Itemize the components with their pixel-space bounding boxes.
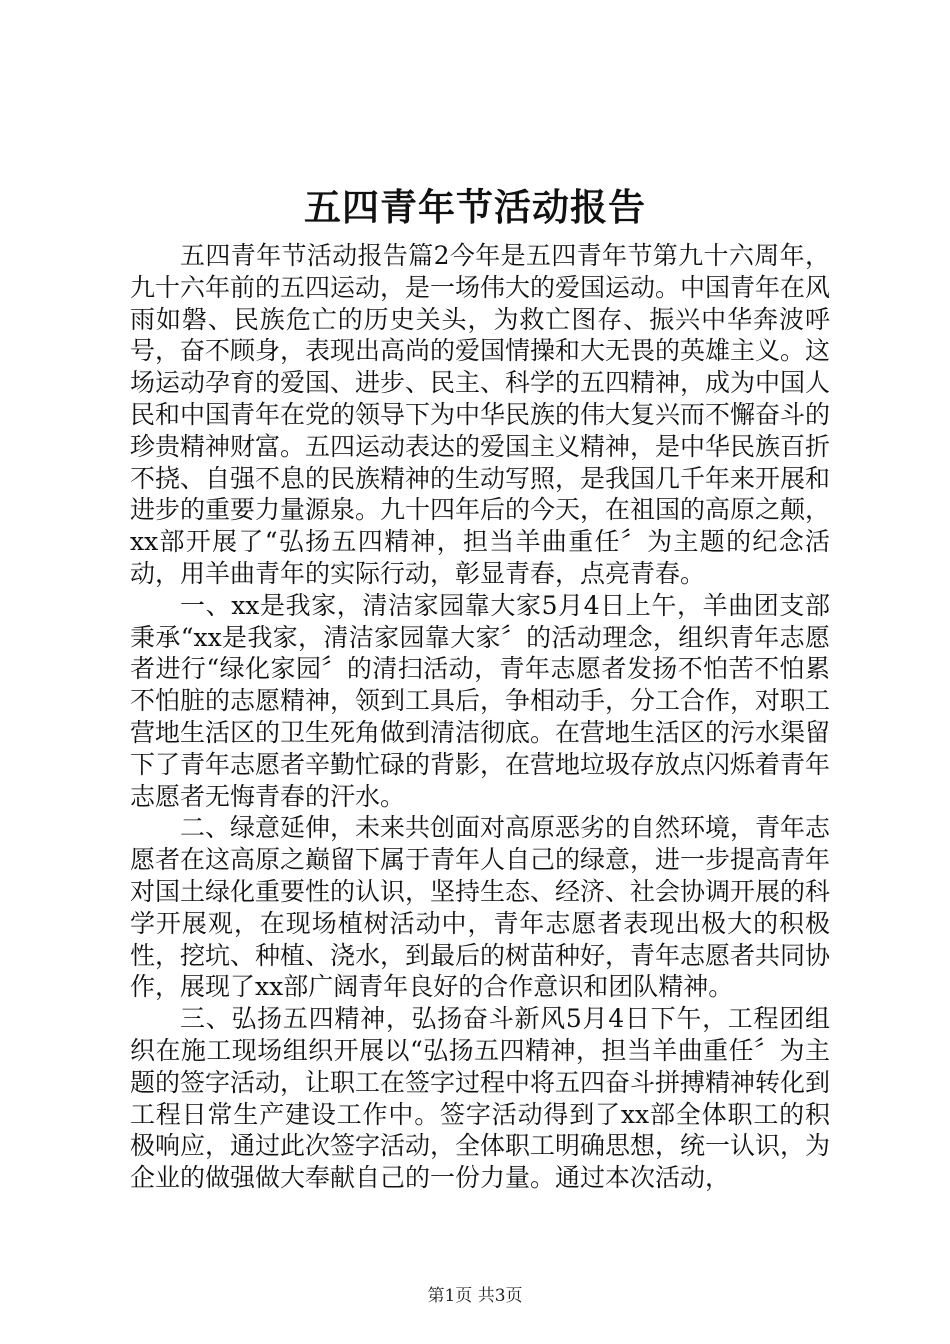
paragraph-intro: 五四青年节活动报告篇2今年是五四青年节第九十六周年，九十六年前的五四运动，是一场伟大的爱国运动。中国青年在风雨如磐、民族危亡的历史关头，为救亡图存、振兴中华奔波呼号，奋不顾身，表现出高尚的爱国情操和大无畏的英雄主义。这场运动孕育的爱国、进步、民主、科学的五四精神，成为中国人民和中国青年在党的领导下为中华民族的伟大复兴而不懈奋斗的珍贵精神财富。五四运动表达的爱国主义精神，是中华民族百折不挠、自强不息的民族精神的生动写照，是我国几千年来开展和进步的重要力量源泉。九十四年后的今天，在祖国的高原之颠，xx部开展了“弘扬五四精神，担当羊曲重任〞为主题的纪念活动，用羊曲青年的实际行动，彰显青春，点亮青春。 [130, 241, 831, 588]
paragraph-section-1: 一、xx是我家，清洁家园靠大家5月4日上午，羊曲团支部秉承“xx是我家，清洁家园靠大家〞的活动理念，组织青年志愿者进行“绿化家园〞的清扫活动，青年志愿者发扬不怕苦不怕累不怕脏的志愿精神，领到工具后，争相动手，分工合作，对职工营地生活区的卫生死角做到清洁彻底。在营地生活区的污水渠留下了青年志愿者辛勤忙碌的背影，在营地垃圾存放点闪烁着青年志愿者无悔青春的汗水。 [130, 590, 831, 811]
document-body [130, 240, 830, 1194]
page-number-footer: 第1页 共3页 [427, 1286, 523, 1306]
paragraph-section-3: 三、弘扬五四精神，弘扬奋斗新风5月4日下午，工程团组织在施工现场组织开展以“弘扬五四精神，担当羊曲重任〞为主题的签字活动，让职工在签字过程中将五四奋斗拼搏精神转化到工程日常生产建设工作中。签字活动得到了xx部全体职工的积极响应，通过此次签字活动，全体职工明确思想，统一认识，为企业的做强做大奉献自己的一份力量。通过本次活动， [130, 1004, 831, 1193]
paragraph-section-2: 二、绿意延伸，未来共创面对高原恶劣的自然环境，青年志愿者在这高原之巅留下属于青年人自己的绿意，进一步提高青年对国土绿化重要性的认识，坚持生态、经济、社会协调开展的科学开展观，在现场植树活动中，青年志愿者表现出极大的积极性，挖坑、种植、浇水，到最后的树苗种好，青年志愿者共同协作，展现了xx部广阔青年良好的合作意识和团队精神。 [130, 813, 831, 1002]
document-title: 五四青年节活动报告 [304, 185, 646, 229]
